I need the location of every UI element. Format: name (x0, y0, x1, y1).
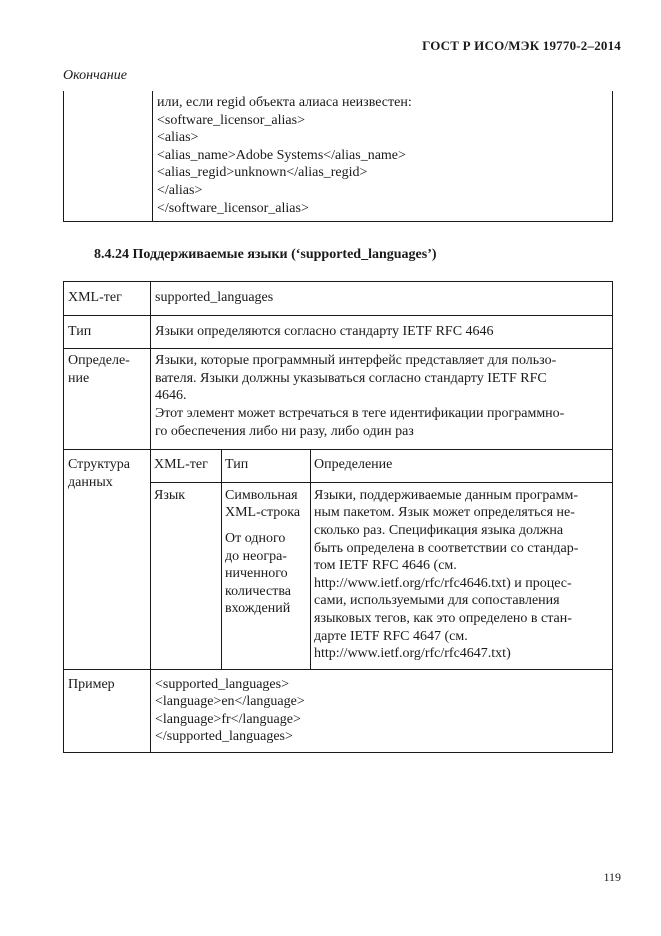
table-row-example (64, 669, 613, 752)
code-line: </supported_languages> (155, 729, 293, 745)
table-row-type (64, 315, 613, 349)
row-label: Тип (64, 315, 151, 349)
document-header: ГОСТ Р ИСО/МЭК 19770-2–2014 (422, 38, 621, 53)
structure-type (222, 482, 311, 668)
page-number: 119 (603, 870, 621, 884)
row-label (64, 349, 151, 450)
occurrence-line: количества (225, 583, 291, 599)
text-line: том IETF RFC 4646 (см. (314, 558, 457, 574)
text-line: 4646. (155, 388, 187, 404)
text-line: быть определена в соответствии со стандар- (314, 540, 579, 556)
text-line: сколько раз. Спецификация языка должна (314, 522, 564, 538)
text-line: Этот элемент может встречаться в теге идентификации программно- (155, 405, 565, 421)
structure-data-row (151, 482, 612, 668)
type-value: Языки определяются согласно стандарту IETF RFC 4646 (151, 315, 613, 349)
row-label: XML-тег (64, 282, 151, 316)
occurrence-line: ниченного (225, 566, 288, 582)
text-line: Языки, поддерживаемые данным программ- (314, 487, 579, 503)
example-value (151, 669, 613, 752)
structure-cell (151, 450, 613, 670)
occurrence-line: вхождений (225, 601, 291, 617)
code-line: <language>en</language> (155, 694, 305, 710)
code-line: <language>fr</language> (155, 711, 301, 727)
label-line: данных (68, 474, 113, 490)
structure-definition (311, 482, 613, 668)
table-row-definition (64, 349, 613, 450)
text-line: http://www.ietf.org/rfc/rfc4646.txt) и процес- (314, 575, 572, 591)
text-line: http://www.ietf.org/rfc/rfc4647.txt) (314, 646, 511, 662)
text-line: го обеспечения либо ни разу, либо один раз (155, 423, 414, 439)
continuation-table-label-cell (64, 91, 153, 222)
label-line: Определе- (68, 353, 130, 369)
text-line: <alias_regid>unknown</alias_regid> (157, 165, 368, 181)
col-header-definition: Определение (311, 450, 613, 482)
code-line: <supported_languages> (155, 676, 289, 692)
occurrence-line: до неогра- (225, 548, 287, 564)
table-row-structure (64, 450, 613, 670)
definition-value (151, 349, 613, 450)
label-line: Структура (68, 457, 131, 473)
structure-header-row (151, 450, 612, 482)
col-header-xml-tag: XML-тег (151, 450, 222, 482)
type-line: XML-строка (225, 505, 301, 521)
text-line: <software_licensor_alias> (157, 112, 305, 128)
text-line: или, если regid объекта алиаса неизвестен: (157, 95, 412, 110)
xml-tag-value: supported_languages (151, 282, 613, 316)
text-line: <alias> (157, 130, 199, 146)
text-line: сами, используемыми для сопоставления (314, 593, 560, 609)
row-label (64, 450, 151, 670)
text-line: </software_licensor_alias> (157, 200, 309, 216)
occurrence-line: От одного (225, 530, 286, 546)
text-line: </alias> (157, 182, 203, 198)
text-line: вателя. Языки должны указываться согласно стандарту IETF RFC (155, 370, 547, 386)
continuation-label: Окончание (63, 68, 127, 83)
type-line: Символьная (225, 487, 298, 503)
structure-table (151, 450, 612, 669)
section-title: 8.4.24 Поддерживаемые языки (‘supported_languages’) (94, 247, 437, 262)
text-line: языковых тегов, как это определено в стан- (314, 610, 572, 626)
row-label: Пример (64, 669, 151, 752)
table-row-xml-tag (64, 282, 613, 316)
element-table (63, 281, 613, 753)
structure-xml-tag: Язык (151, 482, 222, 668)
text-line: дарте IETF RFC 4647 (см. (314, 628, 468, 644)
text-line: ным пакетом. Язык может определяться не- (314, 505, 575, 521)
col-header-type: Тип (222, 450, 311, 482)
spacer (225, 522, 307, 530)
continuation-table-content-cell (153, 91, 613, 222)
text-line: <alias_name>Adobe Systems</alias_name> (157, 147, 406, 163)
label-line: ние (68, 370, 90, 386)
continuation-table (63, 91, 613, 222)
text-line: Языки, которые программный интерфейс представляет для пользо- (155, 353, 557, 369)
